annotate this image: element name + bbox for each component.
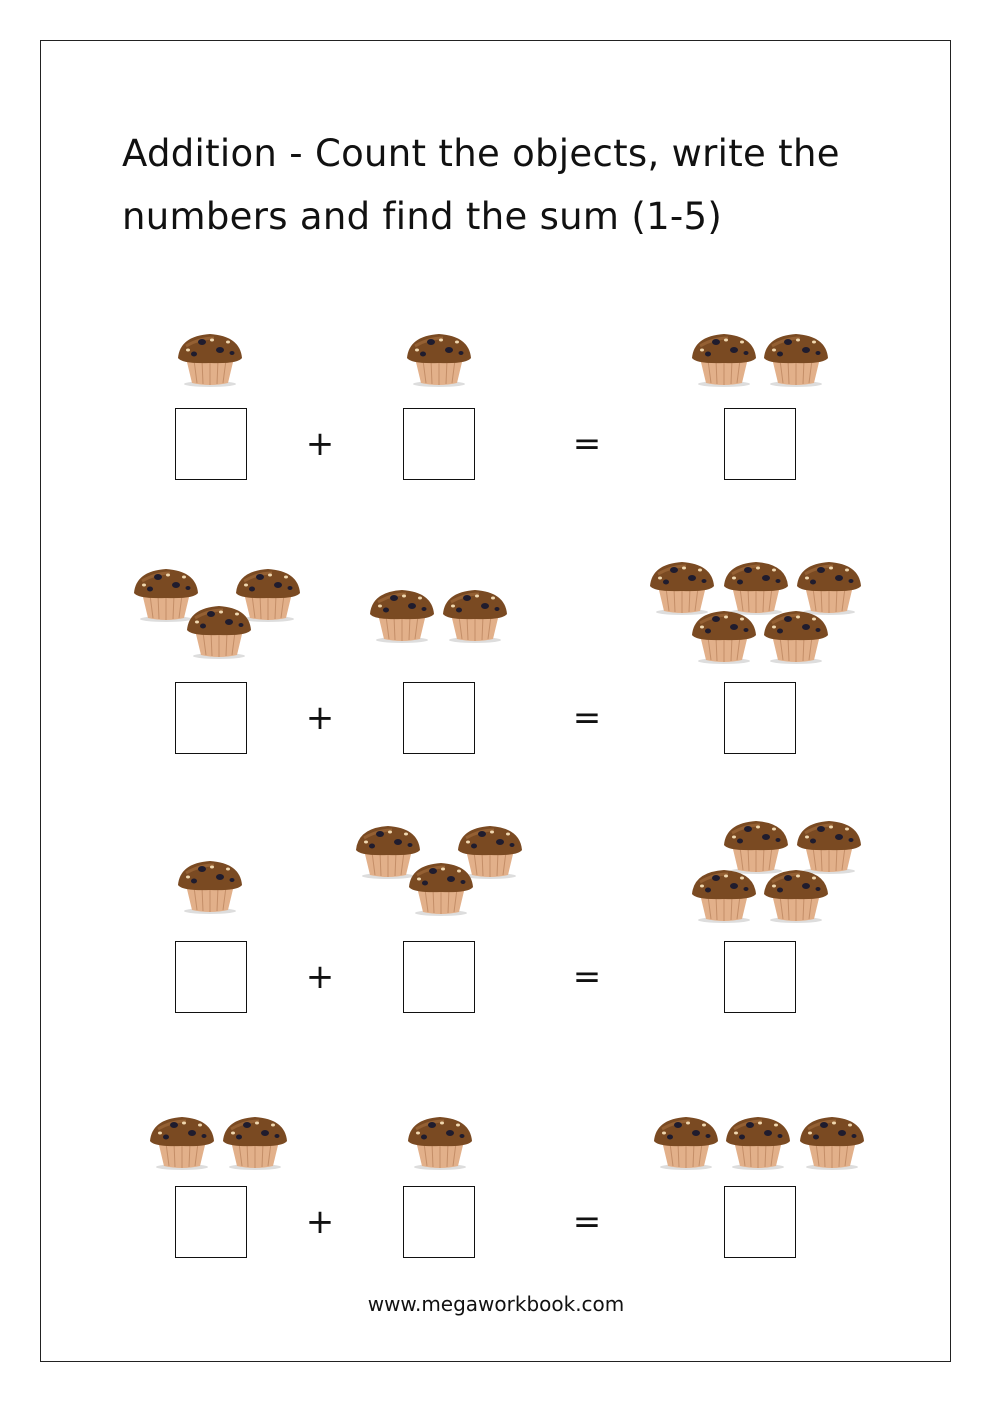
title-line-2: numbers and find the sum (1-5) — [122, 195, 723, 238]
answer-box-addend-2[interactable] — [403, 682, 475, 754]
muffin-icon — [760, 328, 832, 388]
answer-box-addend-2[interactable] — [403, 1186, 475, 1258]
muffin-icon — [688, 864, 760, 924]
footer-url: www.megaworkbook.com — [367, 1292, 625, 1316]
muffin-icon — [183, 600, 255, 660]
plus-sign: + — [305, 424, 335, 464]
answer-box-sum[interactable] — [724, 408, 796, 480]
title-line-1: Addition - Count the objects, write the — [122, 132, 840, 175]
answer-box-addend-2[interactable] — [403, 408, 475, 480]
muffin-icon — [174, 328, 246, 388]
muffin-icon — [722, 1111, 794, 1171]
answer-box-addend-1[interactable] — [175, 1186, 247, 1258]
muffin-icon — [146, 1111, 218, 1171]
equals-sign: = — [572, 698, 602, 738]
plus-sign: + — [305, 957, 335, 997]
plus-sign: + — [305, 1202, 335, 1242]
muffin-icon — [439, 584, 511, 644]
muffin-icon — [650, 1111, 722, 1171]
muffin-icon — [219, 1111, 291, 1171]
muffin-icon — [405, 857, 477, 917]
muffin-icon — [403, 328, 475, 388]
answer-box-addend-1[interactable] — [175, 408, 247, 480]
muffin-icon — [796, 1111, 868, 1171]
muffin-icon — [688, 605, 760, 665]
muffin-icon — [404, 1111, 476, 1171]
answer-box-sum[interactable] — [724, 941, 796, 1013]
plus-sign: + — [305, 698, 335, 738]
muffin-icon — [366, 584, 438, 644]
answer-box-addend-1[interactable] — [175, 682, 247, 754]
equals-sign: = — [572, 1202, 602, 1242]
muffin-icon — [760, 864, 832, 924]
worksheet-title — [122, 122, 882, 248]
answer-box-sum[interactable] — [724, 1186, 796, 1258]
answer-box-sum[interactable] — [724, 682, 796, 754]
answer-box-addend-1[interactable] — [175, 941, 247, 1013]
muffin-icon — [174, 855, 246, 915]
equals-sign: = — [572, 957, 602, 997]
equals-sign: = — [572, 424, 602, 464]
answer-box-addend-2[interactable] — [403, 941, 475, 1013]
muffin-icon — [760, 605, 832, 665]
muffin-icon — [688, 328, 760, 388]
